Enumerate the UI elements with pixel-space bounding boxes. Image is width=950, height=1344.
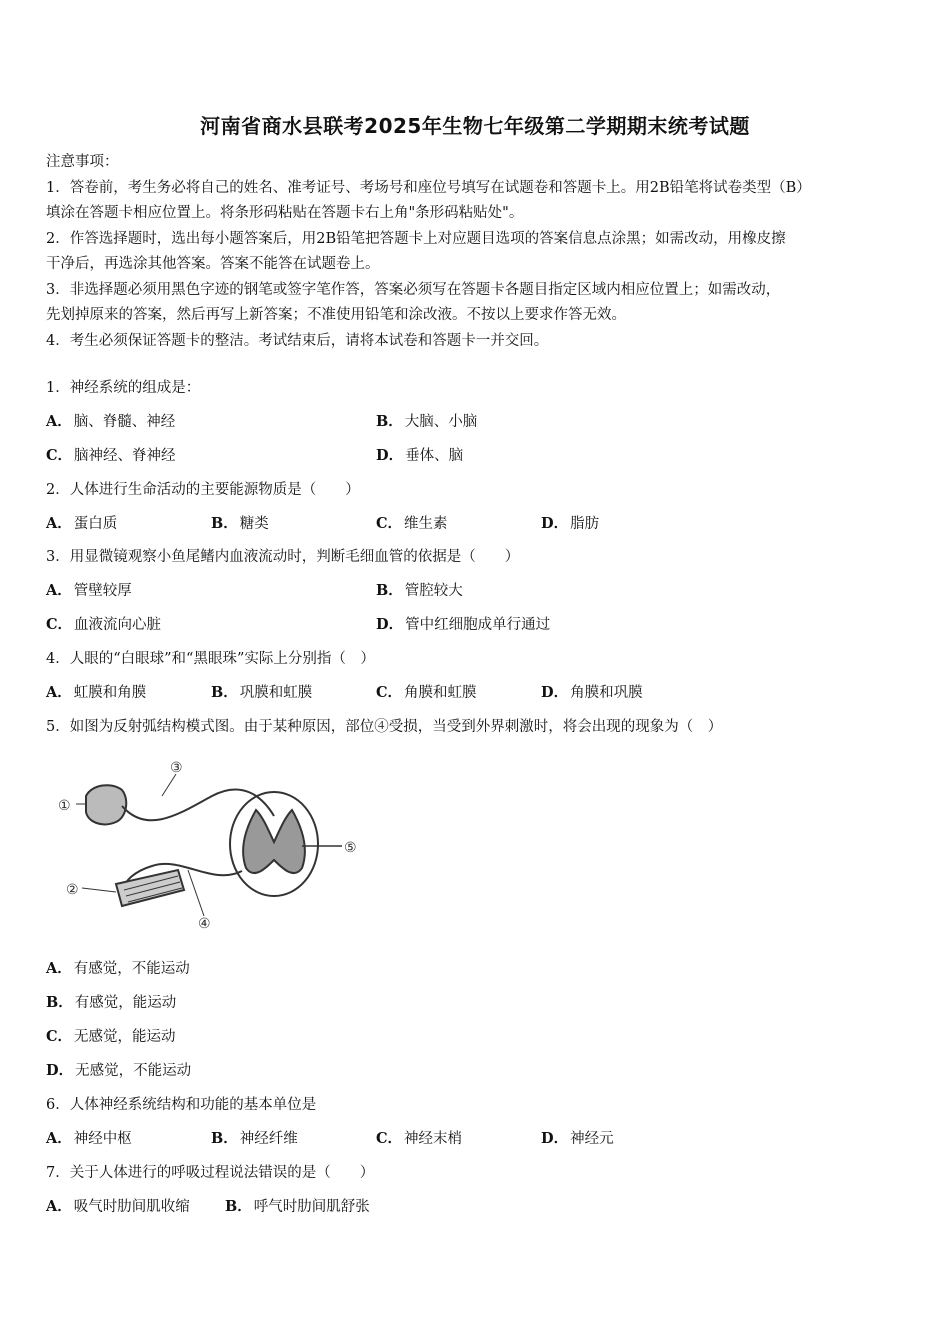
notice-line: 填涂在答题卡相应位置上。将条形码粘贴在答题卡右上角"条形码粘贴处"。 (46, 205, 524, 221)
q6-option-c[interactable] (376, 1127, 462, 1148)
q7-option-a[interactable] (46, 1195, 190, 1216)
option-text: 有感觉，能运动 (74, 995, 177, 1011)
question-4-stem: 4．人眼的“白眼球”和“黑眼珠”实际上分别指（ ） (46, 651, 375, 667)
notice-section (46, 150, 906, 354)
q3-option-a[interactable] (46, 579, 132, 600)
q2-option-c[interactable] (376, 512, 448, 533)
option-key: D． (376, 447, 404, 464)
option-key: A． (46, 960, 72, 977)
option-text: 无感觉，能运动 (74, 1029, 176, 1045)
option-key: C． (46, 447, 73, 464)
option-key: C． (376, 684, 403, 701)
notice-line: 2．作答选择题时，选出每小题答案后，用2B铅笔把答题卡上对应题目选项的答案信息点涂黑；如需改动，用橡皮擦 (46, 230, 786, 247)
figure-label-2: ② (66, 882, 79, 898)
option-key: D． (541, 684, 569, 701)
q7-option-b[interactable] (225, 1195, 370, 1216)
option-key: A． (46, 582, 72, 599)
q4-option-b[interactable] (211, 681, 312, 702)
q3-option-c[interactable] (46, 613, 161, 634)
option-text: 大脑、小脑 (404, 414, 478, 430)
q2-option-d[interactable] (541, 512, 599, 533)
q6-option-b[interactable] (211, 1127, 298, 1148)
q5-option-d[interactable] (46, 1059, 191, 1080)
option-text: 虹膜和角膜 (73, 685, 147, 701)
q2-option-a[interactable] (46, 512, 117, 533)
reflex-arc-diagram (52, 756, 372, 936)
option-key: A． (46, 1130, 72, 1147)
option-key: D． (46, 1062, 74, 1079)
option-text: 脂肪 (570, 516, 600, 532)
notice-line: 干净后，再选涂其他答案。答案不能答在试题卷上。 (46, 256, 380, 272)
option-key: B． (46, 994, 73, 1011)
option-key: A． (46, 413, 72, 430)
question-6-stem: 6．人体神经系统结构和功能的基本单位是 (46, 1097, 317, 1113)
notice-heading: 注意事项： (46, 154, 119, 170)
option-key: B． (211, 515, 238, 532)
option-key: D． (541, 515, 569, 532)
option-text: 脑神经、脊神经 (74, 448, 176, 464)
option-key: A． (46, 1198, 72, 1215)
option-key: A． (46, 515, 72, 532)
option-text: 吸气时肋间肌收缩 (73, 1199, 190, 1215)
notice-line: 1．答卷前，考生务必将自己的姓名、准考证号、考场号和座位号填写在试题卷和答题卡上。用2B铅笔将试卷类型（B） (46, 179, 811, 196)
option-text: 角膜和巩膜 (570, 685, 643, 701)
q3-option-b[interactable] (376, 579, 463, 600)
option-text: 神经元 (570, 1131, 614, 1147)
option-key: C． (46, 1028, 73, 1045)
q5-option-b[interactable] (46, 991, 176, 1012)
q1-option-d[interactable] (376, 444, 463, 465)
option-key: B． (376, 582, 403, 599)
option-text: 神经纤维 (239, 1131, 298, 1147)
option-text: 蛋白质 (73, 516, 118, 532)
question-3-stem: 3．用显微镜观察小鱼尾鳍内血液流动时，判断毛细血管的依据是（ ） (46, 549, 520, 565)
question-5-stem: 5．如图为反射弧结构模式图。由于某种原因，部位④受损，当受到外界刺激时，将会出现的现象为（ ） (46, 719, 723, 735)
q5-option-a[interactable] (46, 957, 190, 978)
q1-option-c[interactable] (46, 444, 176, 465)
figure-label-1: ① (58, 798, 71, 814)
question-7-stem: 7．关于人体进行的呼吸过程说法错误的是（ ） (46, 1165, 375, 1181)
exam-title: 河南省商水县联考2025年生物七年级第二学期期末统考试题 (200, 114, 750, 138)
q1-option-a[interactable] (46, 410, 175, 431)
option-text: 有感觉，不能运动 (73, 961, 190, 977)
q2-option-b[interactable] (211, 512, 269, 533)
option-text: 角膜和虹膜 (404, 685, 477, 701)
q6-option-d[interactable] (541, 1127, 614, 1148)
q4-option-c[interactable] (376, 681, 477, 702)
option-text: 脑、脊髓、神经 (73, 414, 176, 430)
notice-line: 4．考生必须保证答题卡的整洁。考试结束后，请将本试卷和答题卡一并交回。 (46, 332, 549, 349)
question-1-stem: 1．神经系统的组成是： (46, 380, 201, 396)
option-key: B． (211, 1130, 238, 1147)
option-text: 神经中枢 (73, 1131, 132, 1147)
option-key: B． (376, 413, 403, 430)
q5-option-c[interactable] (46, 1025, 176, 1046)
option-text: 垂体、脑 (405, 448, 464, 464)
q1-option-b[interactable] (376, 410, 477, 431)
option-text: 维生素 (404, 516, 448, 532)
figure-label-4: ④ (198, 916, 211, 932)
option-key: A． (46, 684, 72, 701)
figure-label-3: ③ (170, 760, 183, 776)
option-text: 无感觉，不能运动 (75, 1063, 192, 1079)
q4-option-d[interactable] (541, 681, 643, 702)
q6-option-a[interactable] (46, 1127, 132, 1148)
q3-option-d[interactable] (376, 613, 550, 634)
figure-label-5: ⑤ (344, 840, 357, 856)
option-key: B． (225, 1198, 252, 1215)
option-text: 血液流向心脏 (74, 617, 162, 633)
notice-line: 3．非选择题必须用黑色字迹的钢笔或签字笔作答，答案必须写在答题卡各题目指定区域内相应位置上；如需改动， (46, 281, 781, 298)
notice-line: 先划掉原来的答案，然后再写上新答案；不准使用铅笔和涂改液。不按以上要求作答无效。 (46, 307, 626, 323)
option-key: D． (541, 1130, 569, 1147)
option-text: 管腔较大 (404, 583, 463, 599)
option-text: 管壁较厚 (73, 583, 132, 599)
option-key: D． (376, 616, 404, 633)
option-key: C． (376, 515, 403, 532)
q4-option-a[interactable] (46, 681, 146, 702)
option-key: C． (376, 1130, 403, 1147)
question-2-stem: 2．人体进行生命活动的主要能源物质是（ ） (46, 482, 360, 498)
option-key: B． (211, 684, 238, 701)
option-text: 糖类 (239, 516, 269, 532)
option-key: C． (46, 616, 73, 633)
option-text: 神经末梢 (404, 1131, 463, 1147)
option-text: 巩膜和虹膜 (239, 685, 313, 701)
option-text: 管中红细胞成单行通过 (405, 617, 551, 633)
option-text: 呼气时肋间肌舒张 (253, 1199, 370, 1215)
